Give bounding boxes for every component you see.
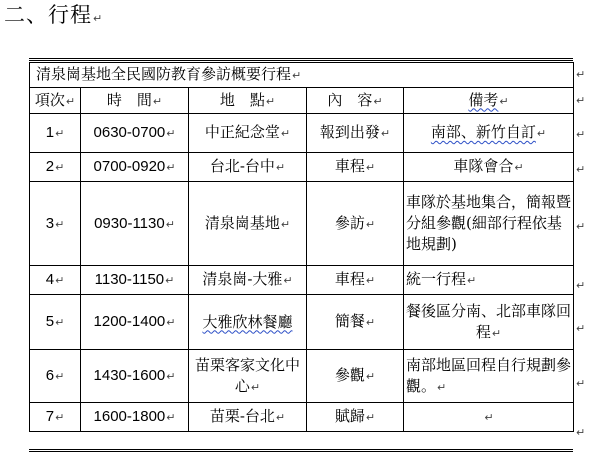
paragraph-mark-icon: ↵ — [576, 94, 586, 107]
table-row — [30, 114, 574, 153]
paragraph-mark-icon: ↵ — [365, 217, 376, 231]
paragraph-mark-icon: ↵ — [491, 326, 502, 340]
row-no-text: 5 — [45, 313, 55, 330]
header-place — [189, 88, 307, 114]
paragraph-mark-icon: ↵ — [165, 217, 175, 231]
row-content — [307, 403, 404, 432]
row-note — [404, 266, 574, 295]
paragraph-mark-icon: ↵ — [166, 127, 176, 140]
paragraph-mark-icon: ↵ — [55, 127, 65, 140]
paragraph-mark-icon: ↵ — [55, 316, 65, 329]
row-content-text: 車程 — [334, 270, 365, 288]
paragraph-mark-icon: ↵ — [576, 220, 586, 233]
row-no-text: 6 — [45, 367, 55, 384]
paragraph-mark-icon: ↵ — [380, 127, 391, 140]
paragraph-mark-icon: ↵ — [373, 94, 383, 108]
paragraph-mark-icon: ↵ — [280, 217, 291, 231]
paragraph-mark-icon: ↵ — [55, 217, 65, 231]
header-time-text: 時 間 — [106, 90, 152, 109]
paragraph-mark-icon: ↵ — [55, 161, 65, 174]
row-time — [81, 295, 189, 350]
row-content-text: 簡餐 — [334, 312, 365, 330]
table-header-row — [30, 88, 574, 114]
table-title-row — [30, 63, 574, 88]
paragraph-mark-icon: ↵ — [280, 127, 291, 140]
paragraph-mark-icon: ↵ — [484, 411, 494, 424]
paragraph-mark-icon: ↵ — [365, 411, 376, 424]
row-note — [404, 295, 574, 350]
row-note-text: 車隊於基地集合，簡報暨分組參觀(細部行程依基地規劃) — [406, 193, 572, 253]
row-time — [81, 350, 189, 403]
paragraph-mark-icon: ↵ — [576, 68, 586, 81]
paragraph-mark-icon: ↵ — [365, 161, 376, 174]
header-time — [81, 88, 189, 114]
row-time-text: 0630-0700 — [93, 124, 166, 141]
paragraph-mark-icon: ↵ — [93, 12, 103, 25]
row-time — [81, 403, 189, 432]
row-content — [307, 266, 404, 295]
row-no — [30, 182, 81, 266]
paragraph-mark-icon: ↵ — [275, 161, 286, 174]
row-place-text: 台北-台中 — [209, 157, 275, 175]
section-heading-text: 二、行程 — [4, 3, 92, 27]
row-time-text: 0930-1130 — [94, 214, 165, 232]
row-content-text: 賦歸 — [334, 407, 365, 425]
paragraph-mark-icon: ↵ — [467, 274, 477, 287]
paragraph-mark-icon: ↵ — [514, 161, 524, 174]
header-no-text: 項次 — [34, 90, 65, 109]
row-content-text: 車程 — [334, 157, 365, 175]
row-place-text: 清泉崗基地 — [204, 213, 280, 232]
row-no-text: 1 — [45, 124, 55, 141]
paragraph-mark-icon: ↵ — [265, 94, 276, 108]
row-note-text: 南部地區回程自行規劃參觀。 — [406, 355, 572, 395]
header-content — [307, 88, 404, 114]
paragraph-mark-icon: ↵ — [250, 380, 261, 394]
row-no — [30, 295, 81, 350]
table-row — [30, 266, 574, 295]
paragraph-mark-icon: ↵ — [365, 274, 376, 287]
table-title — [30, 63, 574, 88]
table-top-border — [29, 58, 573, 61]
paragraph-mark-icon: ↵ — [166, 411, 176, 424]
row-place — [189, 266, 307, 295]
header-place-text: 地 點 — [219, 90, 265, 109]
row-note — [404, 114, 574, 153]
table-row — [30, 350, 574, 403]
paragraph-mark-icon: ↵ — [165, 274, 175, 287]
row-place-text: 中正紀念堂 — [204, 123, 280, 141]
paragraph-mark-icon: ↵ — [166, 370, 176, 383]
paragraph-mark-icon: ↵ — [365, 370, 376, 383]
row-no-text: 2 — [45, 158, 55, 175]
header-note-text: 備考 — [468, 90, 499, 109]
row-note-text: 車隊會合 — [453, 157, 514, 175]
paragraph-mark-icon: ↵ — [365, 316, 376, 329]
section-heading — [4, 2, 102, 32]
row-place — [189, 295, 307, 350]
row-content — [307, 114, 404, 153]
row-content-text: 參觀 — [334, 366, 365, 384]
row-time-text: 1130-1150 — [94, 271, 165, 288]
paragraph-mark-icon: ↵ — [576, 128, 586, 141]
row-time — [81, 266, 189, 295]
row-note — [404, 403, 574, 432]
paragraph-mark-icon: ↵ — [576, 279, 586, 292]
row-time-text: 1430-1600 — [93, 367, 166, 384]
row-no — [30, 266, 81, 295]
paragraph-mark-icon: ↵ — [499, 94, 509, 108]
row-content — [307, 153, 404, 182]
paragraph-mark-icon: ↵ — [55, 411, 65, 424]
paragraph-mark-icon: ↵ — [576, 163, 586, 176]
row-no-text: 4 — [45, 271, 55, 288]
row-content — [307, 350, 404, 403]
row-no-text: 7 — [45, 408, 55, 425]
row-no — [30, 153, 81, 182]
row-place — [189, 114, 307, 153]
row-place — [189, 182, 307, 266]
row-note-text: 餐後區分南、北部車隊回程 — [406, 301, 572, 341]
row-content — [307, 295, 404, 350]
paragraph-mark-icon: ↵ — [152, 94, 163, 108]
header-no — [30, 88, 81, 114]
paragraph-mark-icon: ↵ — [292, 69, 302, 82]
table-row — [30, 182, 574, 266]
paragraph-mark-icon: ↵ — [283, 274, 293, 287]
row-place-text: 苗栗-台北 — [209, 407, 275, 425]
itinerary-table — [29, 62, 574, 432]
paragraph-mark-icon: ↵ — [55, 370, 65, 383]
row-no — [30, 403, 81, 432]
row-time — [81, 182, 189, 266]
paragraph-mark-icon: ↵ — [536, 127, 547, 140]
row-note — [404, 182, 574, 266]
row-place-text: 苗栗客家文化中心 — [194, 355, 300, 395]
paragraph-mark-icon: ↵ — [437, 380, 447, 394]
table-row — [30, 403, 574, 432]
paragraph-mark-icon: ↵ — [166, 316, 176, 329]
row-content — [307, 182, 404, 266]
row-no-text: 3 — [45, 214, 55, 232]
header-note — [404, 88, 574, 114]
table-bottom-border — [29, 449, 573, 452]
paragraph-mark-icon: ↵ — [576, 377, 586, 390]
table-title-text: 清泉崗基地全民國防教育參訪概要行程 — [36, 65, 292, 83]
paragraph-mark-icon: ↵ — [55, 274, 65, 287]
row-time — [81, 153, 189, 182]
row-note-text: 統一行程 — [406, 270, 467, 288]
row-note — [404, 153, 574, 182]
row-place — [189, 153, 307, 182]
paragraph-mark-icon: ↵ — [275, 411, 286, 424]
header-content-text: 內 容 — [327, 90, 373, 109]
row-place-text: 清泉崗-大雅 — [202, 270, 283, 288]
row-place-text: 大雅欣林餐廳 — [202, 312, 293, 331]
row-no — [30, 350, 81, 403]
row-time-text: 1200-1400 — [93, 313, 166, 330]
row-time — [81, 114, 189, 153]
table-row — [30, 153, 574, 182]
paragraph-mark-icon: ↵ — [576, 426, 586, 439]
row-note — [404, 350, 574, 403]
row-no — [30, 114, 81, 153]
paragraph-mark-icon: ↵ — [65, 94, 76, 108]
table-row — [30, 295, 574, 350]
row-time-text: 0700-0920 — [93, 158, 166, 175]
row-time-text: 1600-1800 — [93, 408, 166, 425]
paragraph-mark-icon: ↵ — [166, 161, 176, 174]
row-content-text: 參訪 — [334, 213, 365, 232]
row-content-text: 報到出發 — [319, 123, 380, 141]
paragraph-mark-icon: ↵ — [576, 322, 586, 335]
row-place — [189, 403, 307, 432]
row-note-text: 南部、新竹自訂 — [430, 123, 536, 141]
row-place — [189, 350, 307, 403]
